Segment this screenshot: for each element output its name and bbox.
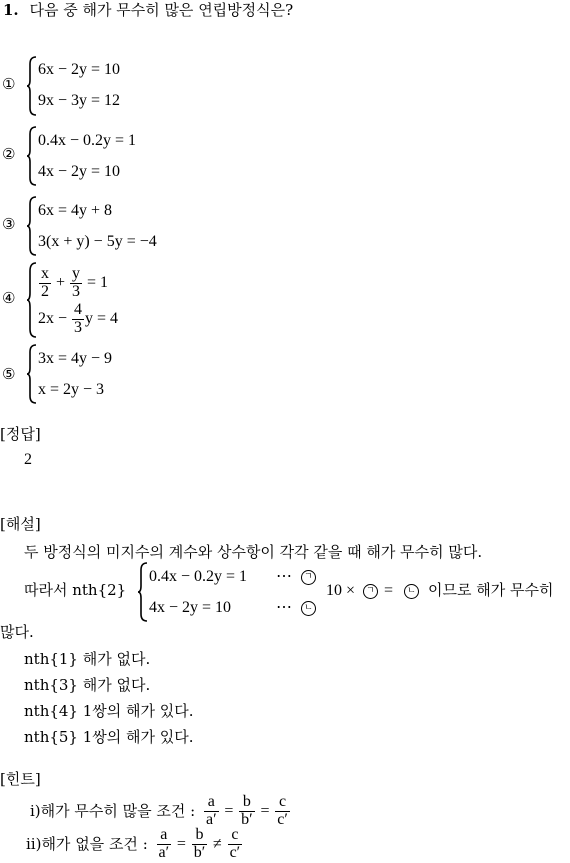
equals-sign: = (384, 582, 394, 599)
explanation-item: nth{3} 해가 없다. (24, 676, 151, 694)
equation-prefix: 2x − (38, 309, 68, 327)
circled-giyeok-label: ㄱ (301, 570, 316, 585)
choice-mark: ① (2, 75, 16, 93)
denominator: c′ (229, 843, 241, 861)
not-equal-sign: ≠ (213, 835, 222, 853)
equation-2: 4x − 2y = 10 (38, 163, 121, 180)
equation-2: 9x − 3y = 12 (38, 92, 121, 109)
equals-sign: = (224, 802, 234, 820)
choice-mark: ③ (2, 215, 16, 233)
denominator: a′ (158, 843, 170, 861)
denominator: 3 (72, 282, 81, 300)
equals-sign: = (176, 835, 186, 853)
denominator: 3 (74, 318, 83, 336)
numerator: a (204, 794, 219, 812)
numerator: b (192, 827, 208, 845)
equation-1: 3x = 4y − 9 (38, 350, 113, 367)
explanation-item: nth{5} 1쌍의 해가 있다. (24, 728, 194, 746)
numerator: a (157, 827, 172, 845)
numerator: 4 (74, 301, 83, 318)
numerator: y (72, 265, 81, 282)
denominator: c′ (277, 810, 288, 828)
equation-rest: = 1 (87, 273, 109, 291)
explanation-item: nth{4} 1쌍의 해가 있다. (24, 702, 194, 720)
hint-label: ⅱ)해가 없을 조건 : (26, 834, 148, 853)
left-brace-icon (26, 56, 38, 116)
left-brace-icon (26, 344, 38, 404)
choice-mark: ⑤ (2, 365, 16, 383)
explanation-line-1: 두 방정식의 미지수의 계수와 상수항이 각각 같을 때 해가 무수히 많다. (24, 543, 483, 561)
denominator: b′ (241, 810, 253, 828)
answer-heading: [정답] (0, 425, 41, 443)
equation-2: x = 2y − 3 (38, 381, 105, 398)
choice-mark: ④ (2, 289, 16, 307)
question-line (3, 3, 293, 18)
answer-value: 2 (24, 451, 32, 468)
equation-2 (38, 302, 118, 337)
left-brace-icon (26, 262, 38, 338)
denominator: 2 (41, 282, 49, 300)
equation-tag-dots: ⋯ (276, 568, 292, 585)
numerator: b (239, 794, 255, 812)
equation-1: 0.4x − 0.2y = 1 (38, 132, 137, 149)
equation-1 (38, 266, 108, 301)
equals-sign: = (260, 802, 270, 820)
denominator: a′ (205, 810, 217, 828)
equation-rest: y = 4 (85, 309, 119, 327)
hint-label: ⅰ)해가 무수히 많을 조건 : (30, 801, 196, 820)
circled-nieun-label: ㄴ (404, 584, 419, 599)
equation-1: 6x − 2y = 10 (38, 61, 121, 78)
choice-mark: ② (2, 145, 16, 163)
explanation-line-3: 많다. (0, 623, 34, 641)
explanation-item: nth{1} 해가 없다. (24, 650, 151, 668)
system-equation-2: 4x − 2y = 10 (149, 599, 232, 616)
question-text: 다음 중 해가 무수히 많은 연립방정식은? (29, 1, 294, 19)
hint-condition-2 (26, 827, 243, 862)
explanation-line-2-suffix: 이므로 해가 무수히 (428, 581, 554, 599)
circled-nieun-label: ㄴ (301, 601, 316, 616)
left-brace-icon (26, 126, 38, 186)
multiply-text: 10 × (326, 582, 356, 599)
numerator: c (275, 794, 290, 812)
plus-sign: + (56, 273, 66, 291)
explanation-heading: [해설] (0, 515, 41, 533)
numerator: c (228, 827, 243, 845)
equation-1: 6x = 4y + 8 (38, 202, 113, 219)
hint-heading: [힌트] (0, 770, 41, 788)
denominator: b′ (193, 843, 206, 861)
question-number: 1. (3, 1, 19, 19)
equation-tag-dots: ⋯ (276, 599, 292, 616)
equation-2: 3(x + y) − 5y = −4 (38, 233, 157, 250)
circled-giyeok-label: ㄱ (363, 584, 378, 599)
left-brace-icon (137, 562, 149, 622)
left-brace-icon (26, 196, 38, 256)
hint-condition-1 (30, 794, 291, 829)
system-equation-1: 0.4x − 0.2y = 1 (149, 568, 248, 585)
explanation-line-2-prefix: 따라서 nth{2} (24, 581, 127, 599)
numerator: x (41, 265, 49, 282)
